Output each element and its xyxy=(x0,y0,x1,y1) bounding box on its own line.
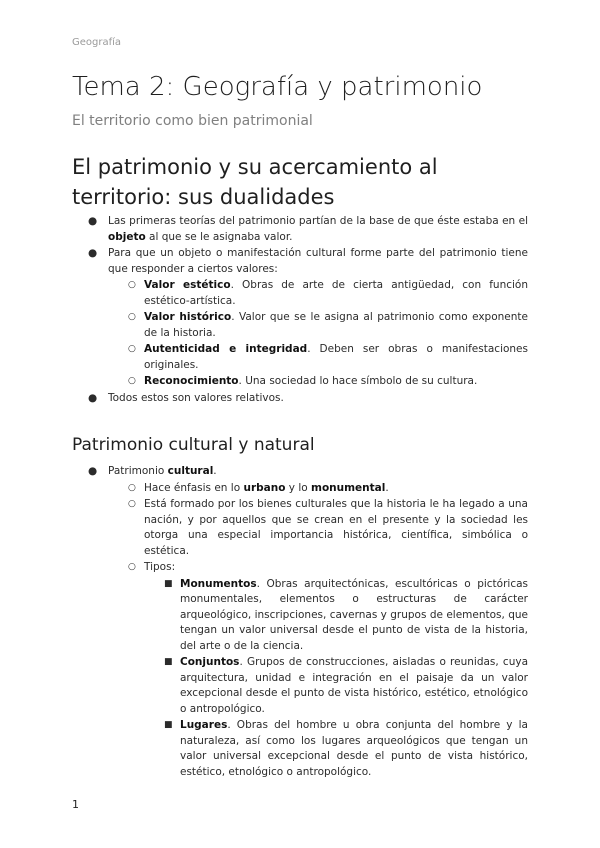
text: Para que un objeto o manifestación cultural forme parte del patrimonio tiene que responder a ciertos valores: xyxy=(108,247,528,275)
circle-bullet-icon: ○ xyxy=(128,482,136,493)
square-bullet-icon: ■ xyxy=(164,720,173,730)
text: . Grupos de construcciones, aisladas o reunidas, cuya arquitectura, unidad e integración en el paisaje da un valor excepcional desde el punto de vista histórico, estético, etnológico o antropológico. xyxy=(180,656,528,715)
text: . Valor que se le asigna al patrimonio como exponente de la historia. xyxy=(144,311,528,339)
bold-text: Reconocimiento xyxy=(144,375,239,387)
circle-bullet-icon: ○ xyxy=(128,376,136,386)
text: . xyxy=(213,465,217,477)
bold-text: Conjuntos xyxy=(180,656,240,668)
list-patrimonio-dualidades xyxy=(72,214,528,407)
list-item xyxy=(72,560,528,576)
list-item xyxy=(72,391,528,407)
bold-text: Monumentos xyxy=(180,577,257,590)
list-item xyxy=(72,655,528,717)
square-bullet-icon: ■ xyxy=(164,657,173,667)
page-header: Geografía xyxy=(72,37,122,48)
bold-text: Lugares xyxy=(180,719,228,731)
list-item xyxy=(72,718,528,780)
text: . Deben ser obras o manifestaciones originales. xyxy=(144,343,528,371)
list-item xyxy=(72,577,528,655)
bold-text: objeto xyxy=(108,230,146,243)
text: Patrimonio xyxy=(108,465,168,477)
bold-text: Valor histórico xyxy=(144,311,232,323)
circle-bullet-icon: ○ xyxy=(128,312,136,322)
text: Tipos: xyxy=(144,561,176,573)
square-bullet-icon: ■ xyxy=(164,578,173,589)
document-title: Tema 2: Geografía y patrimonio xyxy=(72,72,483,102)
circle-bullet-icon: ○ xyxy=(128,344,136,354)
bold-text: cultural xyxy=(167,465,214,477)
bold-text: Autenticidad e integridad xyxy=(144,343,308,355)
list-item xyxy=(72,214,528,245)
bullet-icon: ● xyxy=(88,247,98,259)
list-item xyxy=(72,481,528,497)
text: Todos estos son valores relativos. xyxy=(108,391,284,404)
text: Está formado por los bienes culturales que la historia le ha legado a una nación, y por aquellos que se crean en el presente y la sociedad les otorga una especial importancia histórica, científica, simbólica o estética. xyxy=(144,498,528,557)
section-heading-cultural-natural: Patrimonio cultural y natural xyxy=(72,435,315,455)
bold-text: Valor estético xyxy=(144,279,231,291)
list-item xyxy=(72,374,528,390)
circle-bullet-icon: ○ xyxy=(128,499,136,509)
list-item xyxy=(72,278,528,309)
list-item xyxy=(72,497,528,559)
text: Hace énfasis en lo xyxy=(144,481,244,494)
list-item xyxy=(72,246,528,277)
text: . Obras de arte de cierta antigüedad, con función estético-artística. xyxy=(144,279,529,307)
text: al que se le asignaba valor. xyxy=(145,230,293,243)
bold-text: urbano xyxy=(243,481,286,494)
list-item xyxy=(72,464,528,480)
text: y lo xyxy=(285,481,312,494)
text: Las primeras teorías del patrimonio partían de la base de que éste estaba en el xyxy=(108,215,528,227)
bold-text: monumental xyxy=(311,481,386,494)
circle-bullet-icon: ○ xyxy=(128,562,136,572)
list-patrimonio-cultural xyxy=(72,464,528,781)
text: . Obras arquitectónicas, escultóricas o pictóricas monumentales, elementos o estructuras de carácter arqueológico, inscripciones, cavernas y grupos de elementos, que tengan un valor universal desde el punto de vista de la historia, del arte o de la ciencia. xyxy=(180,577,528,652)
page-number: 1 xyxy=(72,798,79,811)
text: . Una sociedad lo hace símbolo de su cultura. xyxy=(238,375,478,387)
section-heading-dualidades: El patrimonio y su acercamiento al territorio: sus dualidades xyxy=(72,155,438,209)
text: . xyxy=(385,481,389,494)
list-item xyxy=(72,342,528,373)
bullet-icon: ● xyxy=(88,215,98,227)
document-subtitle: El territorio como bien patrimonial xyxy=(72,113,313,129)
bullet-icon: ● xyxy=(88,391,98,404)
bullet-icon: ● xyxy=(88,465,98,477)
list-item xyxy=(72,310,528,341)
circle-bullet-icon: ○ xyxy=(128,280,136,290)
text: . Obras del hombre u obra conjunta del hombre y la naturaleza, así como los lugares arqueológicos que tengan un valor universal excepcional desde el punto de vista histórico, estético, etnológico o antropológico. xyxy=(180,719,528,778)
